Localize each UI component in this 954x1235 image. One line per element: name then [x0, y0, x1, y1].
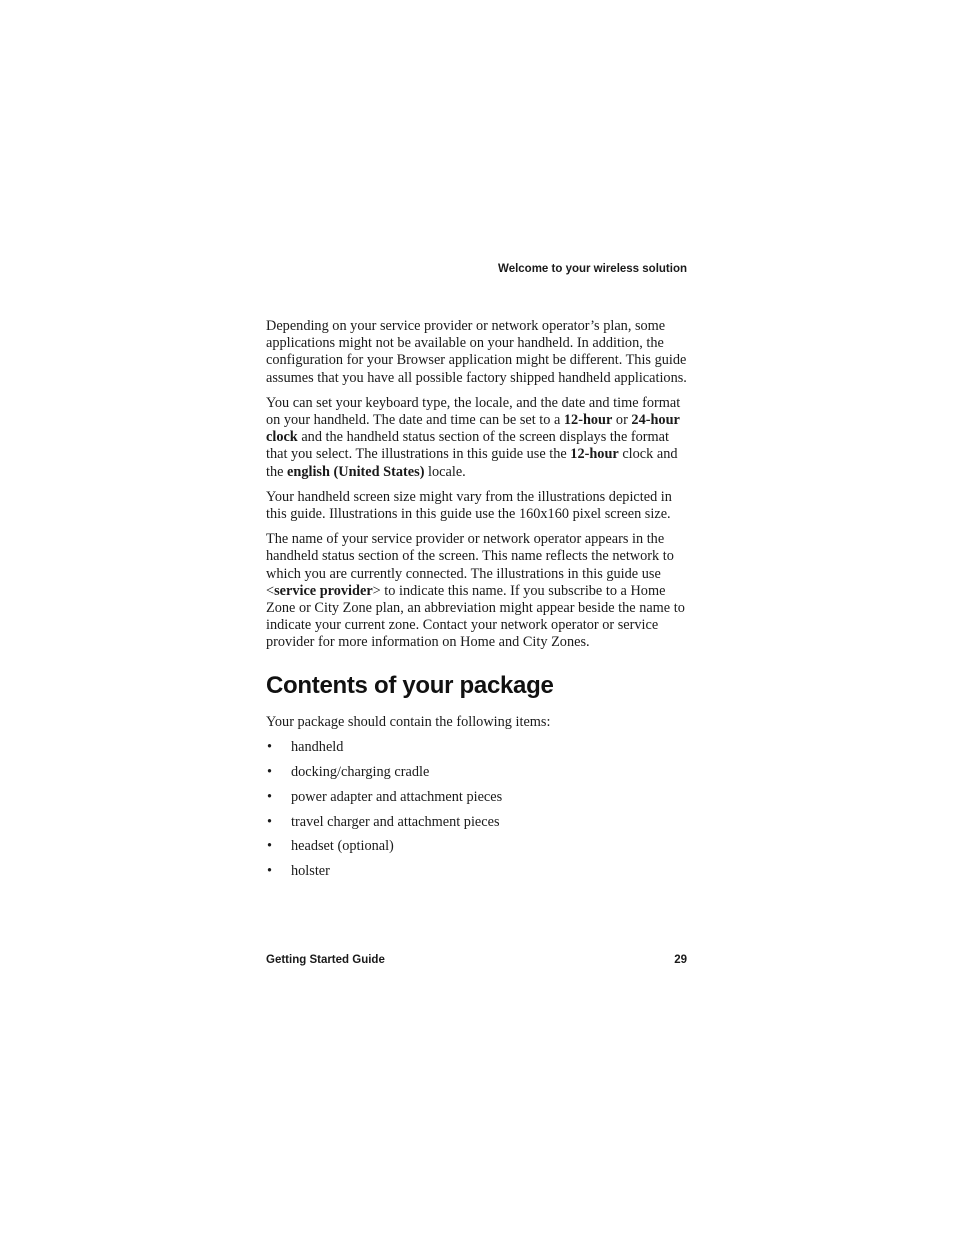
- bullet-icon: •: [267, 813, 273, 830]
- bold-term-locale: english (United States): [287, 463, 425, 480]
- list-item: • travel charger and attachment pieces: [267, 813, 500, 830]
- package-intro: Your package should contain the following items:: [266, 713, 551, 730]
- bold-term-12-hour: 12-hour: [563, 412, 613, 429]
- bullet-icon: •: [267, 788, 273, 805]
- footer-guide-title: Getting Started Guide: [266, 954, 385, 966]
- paragraph-date-time-format: You can set your keyboard type, the locale, and the date and time format on your handheld. The date and time can be set to a 12-hour or 24-hour clock and the handheld status section of the screen displays the format that you select. The illustrations in this guide use the 12-hour clock and the english (United States) locale.: [266, 394, 681, 480]
- bullet-icon: •: [267, 738, 273, 755]
- bold-term-24-hour-clock: 24-hour clock: [266, 412, 680, 446]
- list-item: • holster: [267, 863, 330, 880]
- section-heading: Contents of your package: [266, 671, 554, 699]
- paragraph-service-provider: The name of your service provider or network operator appears in the handheld status section of the screen. This name reflects the network to which you are currently connected. The illustrations in this guide use <service provider> to indicate this name. If you subscribe to a Home Zone or City Zone plan, an abbreviation might appear beside the name to indicate your current zone. Contact your network operator or service provider for more information on Home and City Zones.: [266, 531, 685, 651]
- bullet-icon: •: [267, 763, 273, 780]
- list-item: • docking/charging cradle: [267, 763, 430, 780]
- running-header: Welcome to your wireless solution: [498, 263, 687, 275]
- package-items-list: [266, 739, 691, 881]
- bullet-icon: •: [267, 863, 273, 880]
- list-item: • headset (optional): [267, 838, 394, 855]
- page-number: 29: [674, 954, 687, 966]
- bullet-icon: •: [267, 838, 273, 855]
- body-content: [266, 318, 691, 888]
- paragraph-applications: Depending on your service provider or network operator’s plan, some applications might not be available on your handheld. In addition, the configuration for your Browser application might be different. This guide assumes that you have all possible factory shipped handheld applications.: [266, 318, 687, 386]
- bold-term-service-provider: service provider: [274, 582, 373, 599]
- bold-term-12-hour: 12-hour: [570, 446, 619, 463]
- list-item: • handheld: [267, 738, 344, 755]
- list-item: • power adapter and attachment pieces: [267, 788, 503, 805]
- paragraph-screen-size: Your handheld screen size might vary from the illustrations depicted in this guide. Illustrations in this guide use the 160x160 pixel screen size.: [266, 488, 672, 523]
